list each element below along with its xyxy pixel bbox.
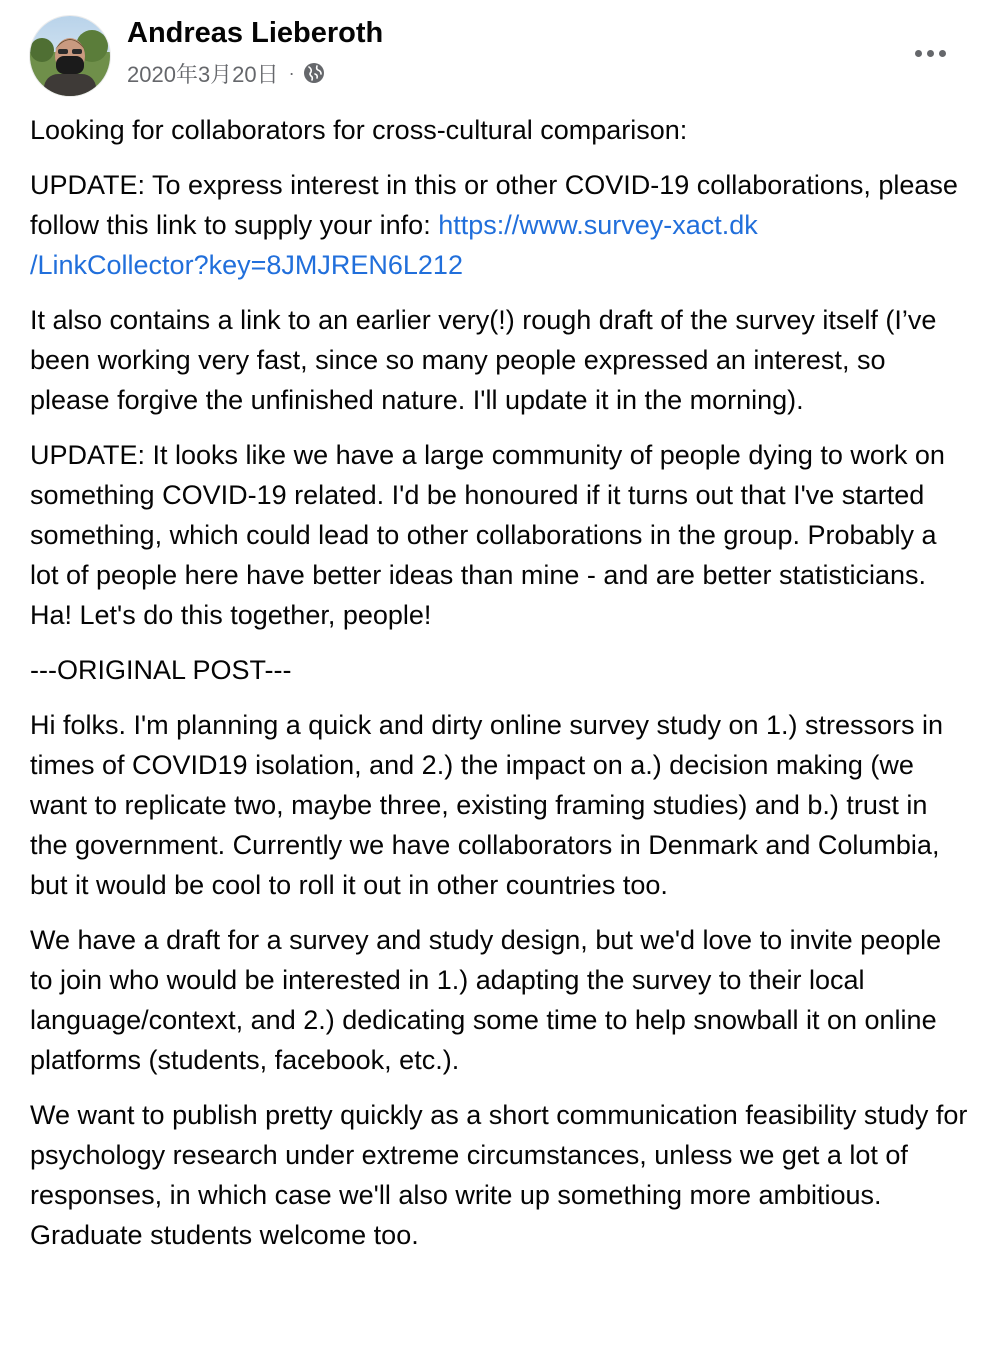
post-paragraph: We have a draft for a survey and study design, but we'd love to invite people to join who would be interested in 1.) adapting the survey to their local language/context, and 2.) dedicating some time to help snowball it on online platforms (students, facebook, etc.). — [30, 925, 942, 1075]
more-options-icon[interactable] — [910, 38, 950, 68]
post-paragraph: We want to publish pretty quickly as a short communication feasibility study for psychology research under extreme circumstances, unless we get a lot of responses, in which case we'll also write up something more ambitious. Graduate students welcome too. — [30, 1100, 968, 1250]
author-name[interactable]: Andreas Lieberoth — [127, 17, 384, 49]
survey-link-part1: https://www.survey-xact.dk — [438, 210, 758, 240]
author-avatar[interactable] — [30, 16, 110, 96]
avatar-photo-icon — [30, 16, 110, 96]
update-text: UPDATE: To express interest in this or other COVID-19 collaborations, please follow this link to supply your info: — [30, 170, 958, 240]
post-paragraph: Hi folks. I'm planning a quick and dirty online survey study on 1.) stressors in times of COVID19 isolation, and 2.) the impact on a.) decision making (we want to replicate two, maybe three, existing framing studies) and b.) trust in the government. Currently we have collaborators in Denmark and Columbia, but it would be cool to roll it out in other countries too. — [30, 710, 944, 900]
post-meta — [127, 58, 325, 88]
more-dot — [939, 50, 946, 57]
meta-separator: · — [288, 62, 295, 83]
more-dot — [927, 50, 934, 57]
post-paragraph-update-link — [30, 165, 970, 285]
globe-icon[interactable] — [303, 62, 325, 84]
post-header — [30, 16, 964, 96]
post-body — [30, 110, 970, 1270]
post-paragraph: It also contains a link to an earlier very(!) rough draft of the survey itself (I’ve been working very fast, since so many people expressed an interest, so please forgive the unfinished nature. I'll update it in the morning). — [30, 305, 937, 415]
post-date[interactable]: 2020年3月20日 — [127, 61, 279, 87]
post-paragraph: UPDATE: It looks like we have a large community of people dying to work on something COVID-19 related. I'd be honoured if it turns out that I've started something, which could lead to other collaborations in the group. Probably a lot of people here have better ideas than mine - and are better statisticians. Ha! Let's do this together, people! — [30, 440, 945, 630]
post-paragraph: Looking for collaborators for cross-cultural comparison: — [30, 115, 688, 145]
more-dot — [915, 50, 922, 57]
survey-link-part2: /LinkCollector?key=8JMJREN6L212 — [30, 250, 463, 280]
post-paragraph: ---ORIGINAL POST--- — [30, 655, 292, 685]
